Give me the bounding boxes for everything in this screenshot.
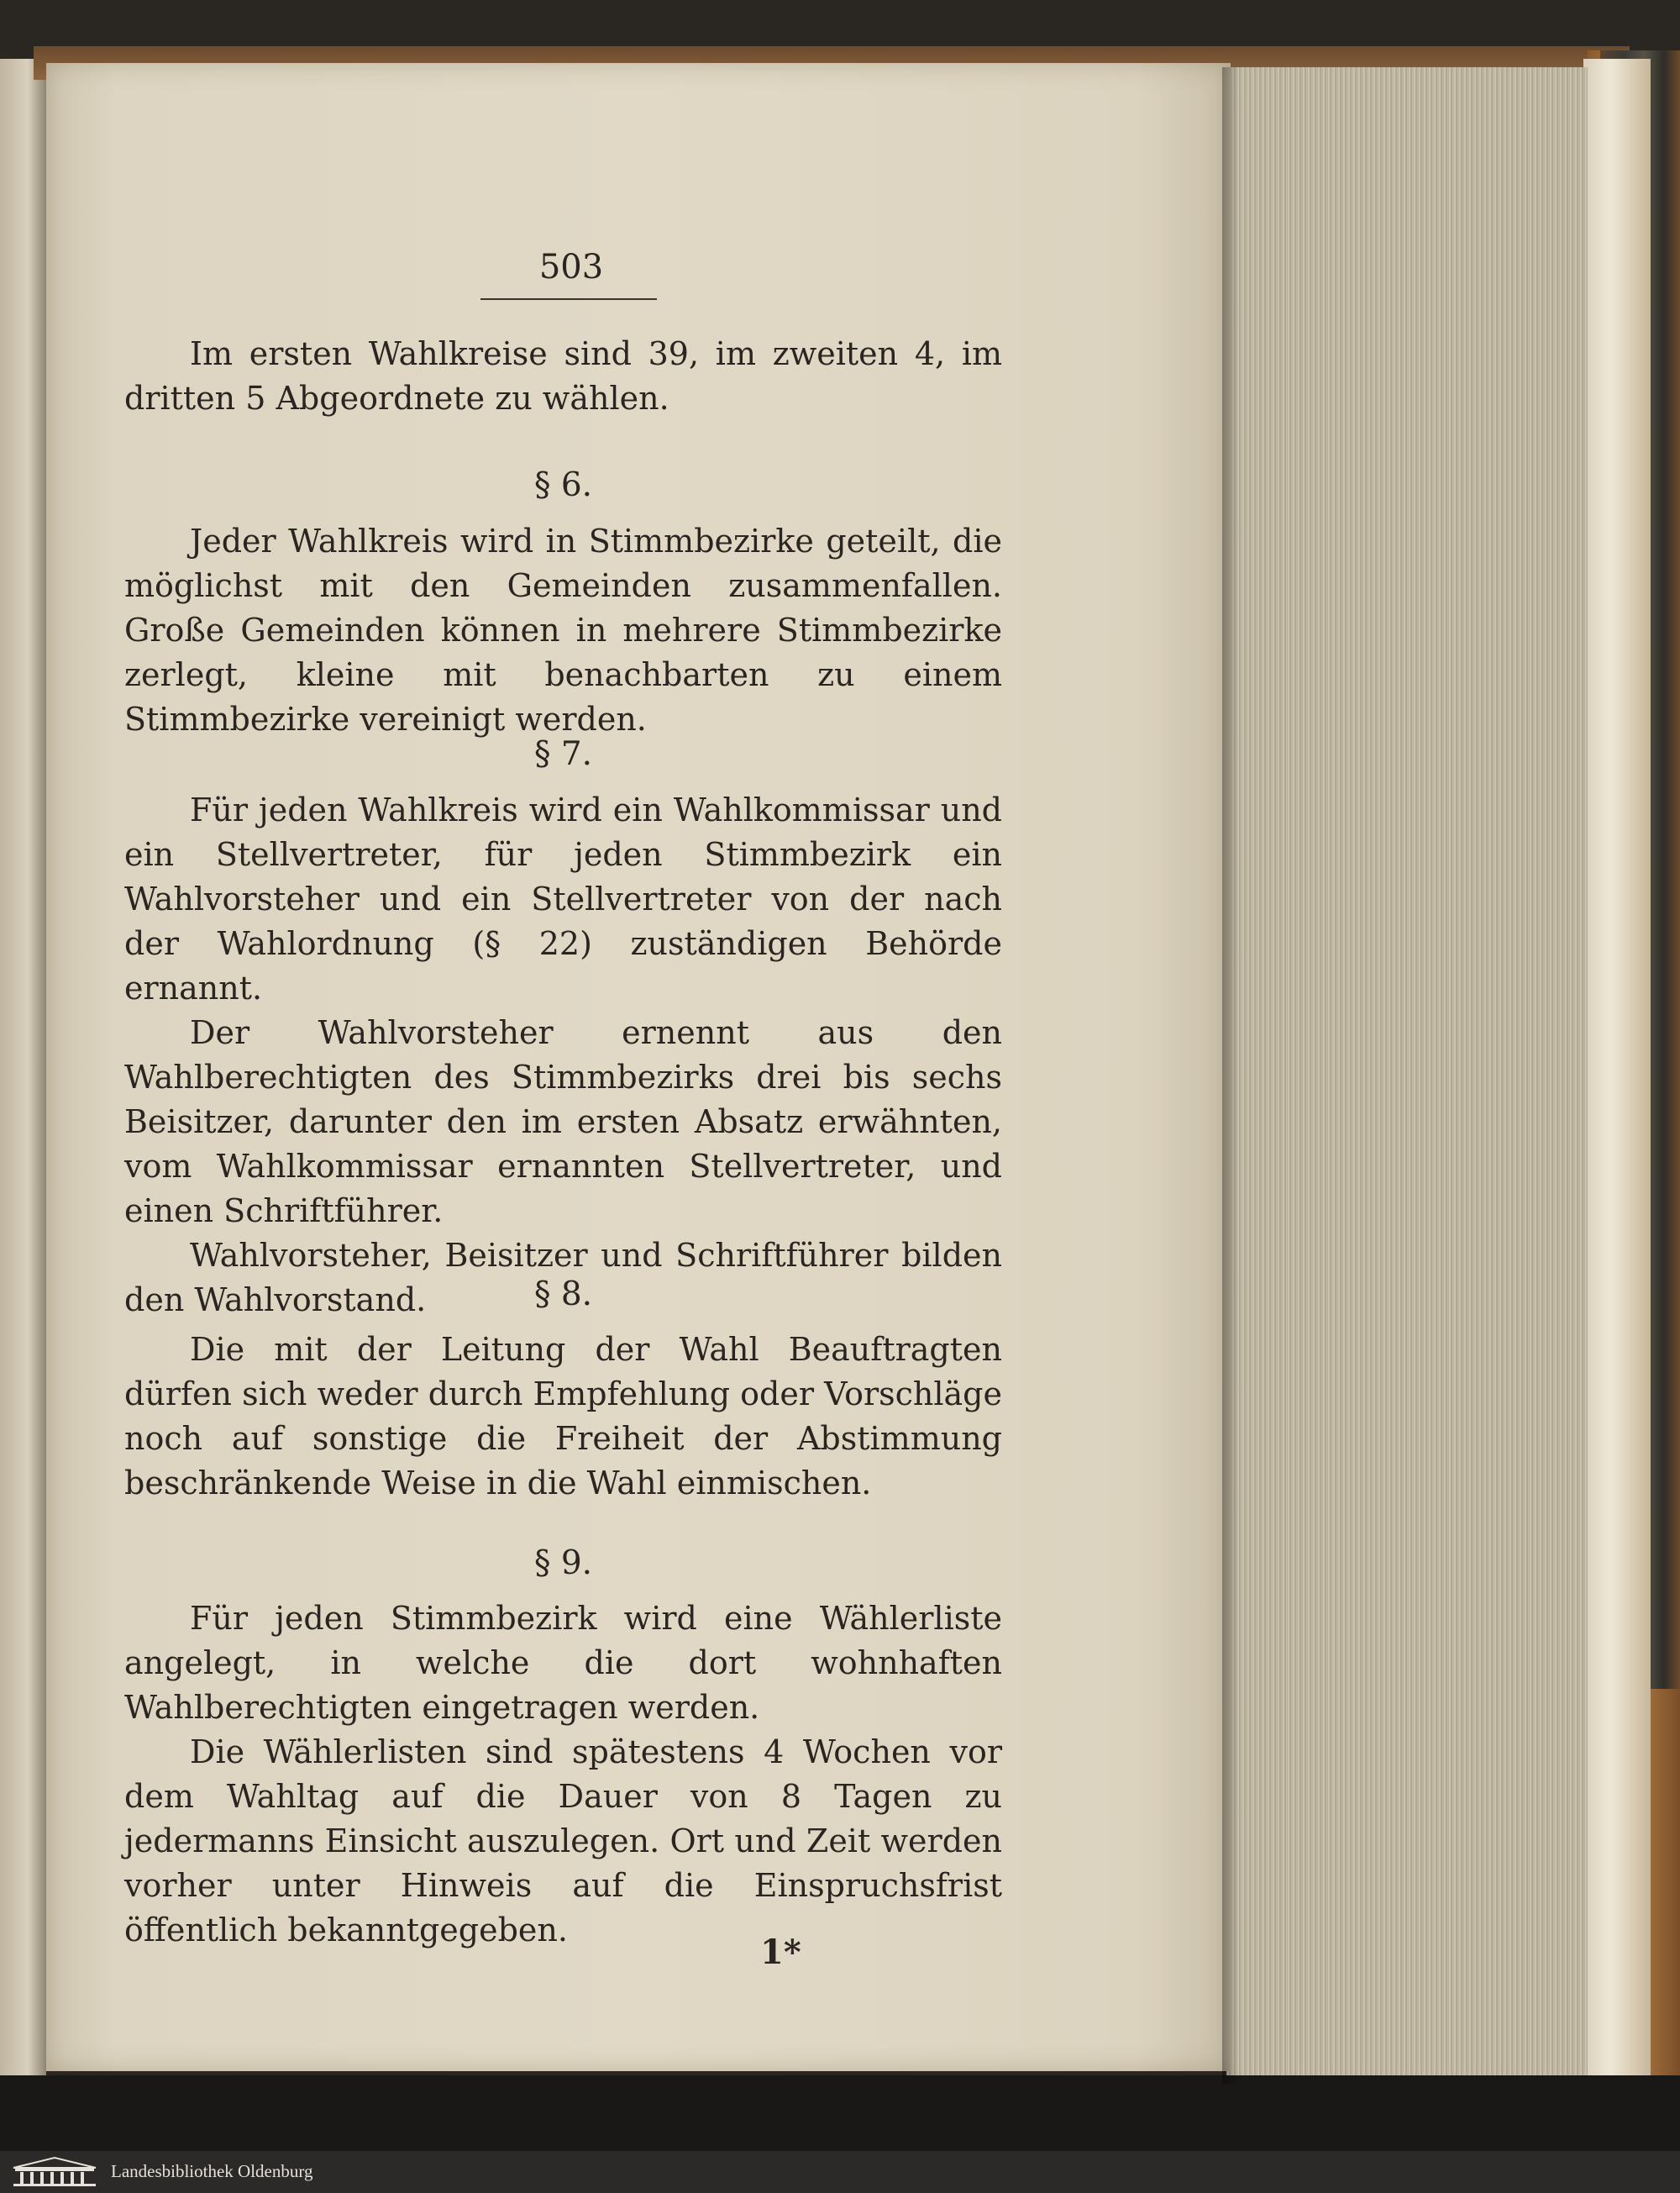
section-7-body: [124, 788, 1002, 1323]
paragraph-text: Die Wählerlisten sind spätestens 4 Wochen vor dem Wahltag auf die Dauer von 8 Tagen zu jedermanns Einsicht auszulegen. Ort und Zeit werden vorher unter Hinweis auf die Einspruchsfrist öffentlich bekanntgegeben.: [124, 1733, 1002, 1948]
paragraph-text: Jeder Wahlkreis wird in Stimmbezirke geteilt, die möglichst mit den Gemeinden zusammenfallen. Große Gemeinden können in mehrere Stimmbezirke zerlegt, kleine mit benachbarten zu einem Stimmbezirke vereinigt werden.: [124, 523, 1002, 738]
section-heading-8: § 8.: [533, 1275, 593, 1313]
page-number-rule: [480, 298, 657, 300]
signature-mark: 1*: [760, 1933, 801, 1972]
section-heading-6: § 6.: [533, 466, 593, 504]
paragraph-text: Für jeden Wahlkreis wird ein Wahlkommissar und ein Stellvertreter, für jeden Stimmbezirk ein Wahlvorsteher und ein Stellvertreter von der nach der Wahlordnung (§ 22) zuständigen Behörde ernannt.: [124, 791, 1002, 1007]
paragraph-text: Der Wahlvorsteher ernennt aus den Wahlberechtigten des Stimmbezirks drei bis sechs Beisitzer, darunter den im ersten Absatz erwähnten, vom Wahlkommissar ernannten Stellvertreter, und einen Schriftführer.: [124, 1014, 1002, 1229]
section-9-body: [124, 1596, 1002, 1953]
scan-background: [0, 2075, 1680, 2151]
page-edge-shadow: [1222, 67, 1239, 2084]
paragraph-text: Im ersten Wahlkreise sind 39, im zweiten 4, im dritten 5 Abgeordnete zu wählen.: [124, 335, 1002, 417]
section-heading-9: § 9.: [533, 1544, 593, 1582]
section-heading-7: § 7.: [533, 735, 593, 773]
intro-paragraph: [124, 332, 1002, 421]
section-8-body: [124, 1328, 1002, 1506]
library-building-icon: [10, 2156, 99, 2188]
paragraph-text: Wahlvorsteher, Beisitzer und Schriftführer bilden den Wahlvorstand.: [124, 1237, 1002, 1318]
paragraph-text: Für jeden Stimmbezirk wird eine Wählerliste angelegt, in welche die dort wohnhaften Wahlberechtigten eingetragen werden.: [124, 1600, 1002, 1726]
endpaper-edge: [1583, 59, 1651, 2084]
page-number: 503: [538, 248, 604, 287]
section-6-body: [124, 519, 1002, 742]
paragraph-text: Die mit der Leitung der Wahl Beauftragten dürfen sich weder durch Empfehlung oder Vorschläge noch auf sonstige die Freiheit der Abstimmung beschränkende Weise in die Wahl einmischen.: [124, 1331, 1002, 1501]
page-block-edges: [1226, 67, 1588, 2084]
previous-page-edge: [0, 59, 46, 2084]
library-name[interactable]: Landesbibliothek Oldenburg: [111, 2161, 313, 2181]
